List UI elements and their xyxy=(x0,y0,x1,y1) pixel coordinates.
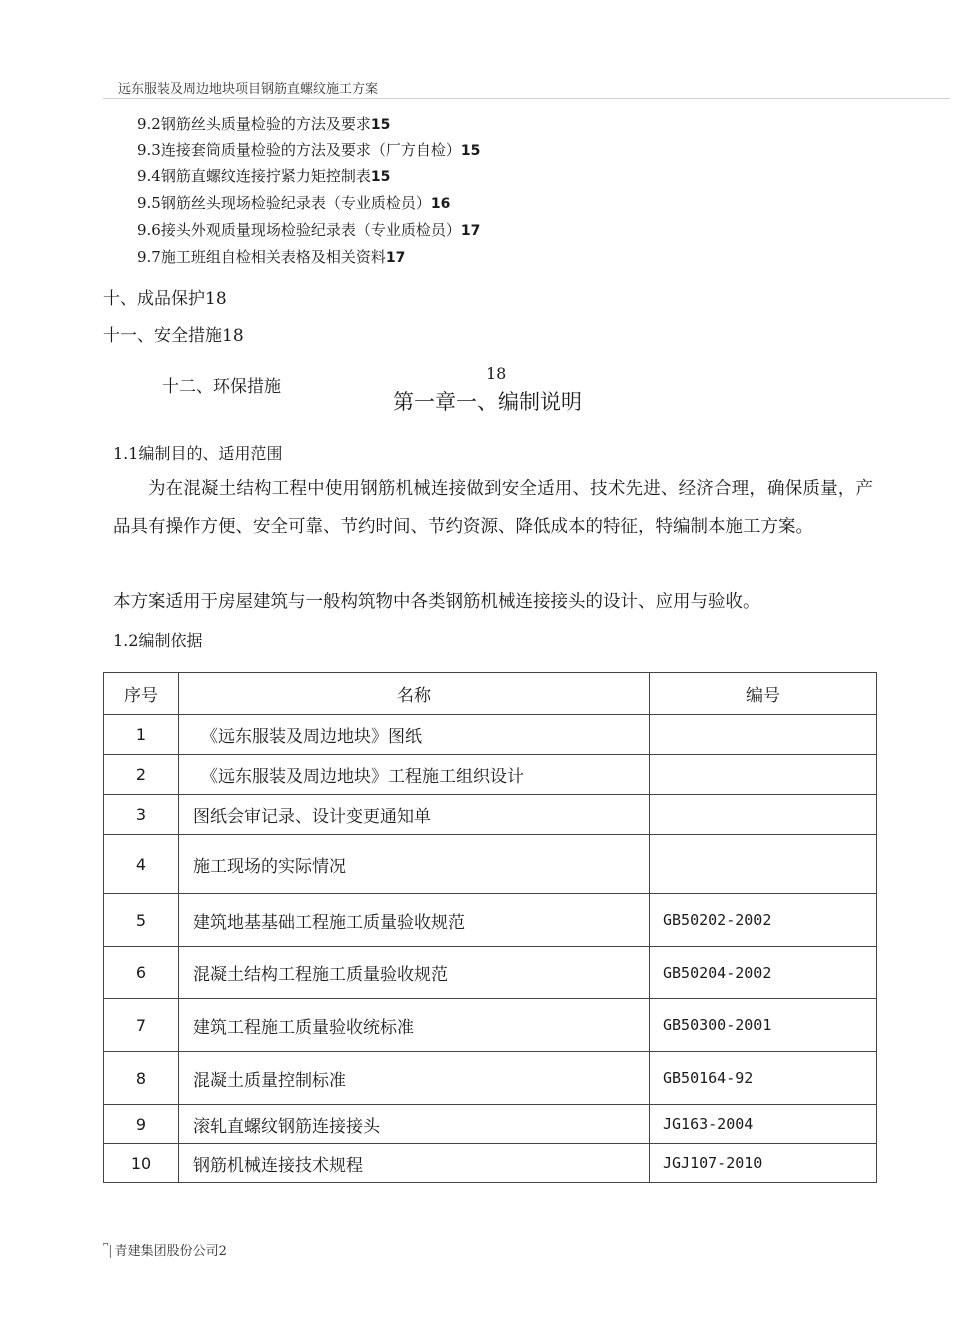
body-paragraph: 为在混凝土结构工程中使用钢筋机械连接做到安全适用、技术先进、经济合理，确保质量，产品具有操作方便、安全可靠、节约时间、节约资源、降低成本的特征，特编制本施工方案。 xyxy=(113,479,873,537)
cell-code: GB50164-92 xyxy=(650,1052,877,1105)
table-row xyxy=(104,715,877,755)
cell-no: 8 xyxy=(104,1052,179,1105)
cell-name: 图纸会审记录、设计变更通知单 xyxy=(179,795,650,835)
cell-code xyxy=(650,715,877,755)
column-header-no: 序号 xyxy=(104,673,179,715)
chapter-title: 第一章一、编制说明 xyxy=(393,390,582,414)
toc-item-page: 18 xyxy=(205,289,227,309)
toc-item-text: 9.3连接套筒质量检验的方法及要求（厂方自检） xyxy=(137,141,461,159)
column-header-code: 编号 xyxy=(650,673,877,715)
toc-item-text: 9.5钢筋丝头现场检验纪录表（专业质检员） xyxy=(137,194,431,212)
toc-item-text: 十一、安全措施 xyxy=(103,326,222,346)
toc-item[interactable] xyxy=(137,167,390,186)
toc-item-page: 15 xyxy=(370,117,391,133)
footer-text: 青建集团股份公司2 xyxy=(114,1244,227,1259)
table-row xyxy=(104,894,877,947)
cell-code: JGJ107-2010 xyxy=(650,1144,877,1183)
toc-item-page: 15 xyxy=(370,169,391,185)
cell-no: 2 xyxy=(104,755,179,795)
table-row xyxy=(104,999,877,1052)
toc-item[interactable] xyxy=(137,115,390,134)
cell-name: 建筑地基基础工程施工质量验收规范 xyxy=(179,894,650,947)
page-footer xyxy=(103,1240,227,1259)
table-row xyxy=(104,1052,877,1105)
cell-code: GB50300-2001 xyxy=(650,999,877,1052)
toc-item-page-clipped: 18 xyxy=(486,364,507,383)
section-heading: 1.2编制依据 xyxy=(113,631,203,650)
cell-code: JG163-2004 xyxy=(650,1105,877,1144)
toc-item-page: 16 xyxy=(430,196,451,212)
cell-name: 滚轧直螺纹钢筋连接接头 xyxy=(179,1105,650,1144)
toc-item-text: 9.6接头外观质量现场检验纪录表（专业质检员） xyxy=(137,221,461,239)
cell-name: 施工现场的实际情况 xyxy=(179,835,650,894)
cell-no: 9 xyxy=(104,1105,179,1144)
toc-item[interactable] xyxy=(137,221,480,240)
column-header-name: 名称 xyxy=(179,673,650,715)
body-paragraph: 本方案适用于房屋建筑与一般构筑物中各类钢筋机械连接接头的设计、应用与验收。 xyxy=(113,592,761,612)
cell-name: 混凝土结构工程施工质量验收规范 xyxy=(179,947,650,999)
footer-logo-mark: ⎴| xyxy=(103,1244,113,1259)
toc-item-text: 十、成品保护 xyxy=(103,289,205,309)
cell-code: GB50204-2002 xyxy=(650,947,877,999)
toc-item[interactable] xyxy=(137,248,405,267)
toc-item[interactable] xyxy=(137,141,480,160)
table-row xyxy=(104,755,877,795)
toc-item-text: 9.4钢筋直螺纹连接拧紧力矩控制表 xyxy=(137,167,371,185)
cell-code: GB50202-2002 xyxy=(650,894,877,947)
toc-chapter-item-clipped: 十二、环保措施 xyxy=(162,377,281,397)
table-row xyxy=(104,947,877,999)
toc-item-text: 9.2钢筋丝头质量检验的方法及要求 xyxy=(137,115,371,133)
cell-no: 1 xyxy=(104,715,179,755)
cell-name: 建筑工程施工质量验收统标准 xyxy=(179,999,650,1052)
toc-item-text: 9.7施工班组自检相关表格及相关资料 xyxy=(137,248,386,266)
cell-code xyxy=(650,755,877,795)
toc-item[interactable] xyxy=(137,194,450,213)
cell-code xyxy=(650,835,877,894)
cell-name: 《远东服装及周边地块》图纸 xyxy=(179,715,650,755)
toc-item-page: 17 xyxy=(385,250,406,266)
cell-no: 4 xyxy=(104,835,179,894)
cell-code xyxy=(650,795,877,835)
table-row xyxy=(104,1105,877,1144)
cell-no: 5 xyxy=(104,894,179,947)
cell-no: 7 xyxy=(104,999,179,1052)
table-row xyxy=(104,1144,877,1183)
cell-name: 钢筋机械连接技术规程 xyxy=(179,1144,650,1183)
toc-chapter-item[interactable] xyxy=(103,321,244,346)
cell-no: 10 xyxy=(104,1144,179,1183)
toc-item-page: 17 xyxy=(460,223,481,239)
cell-name: 混凝土质量控制标准 xyxy=(179,1052,650,1105)
cell-name: 《远东服装及周边地块》工程施工组织设计 xyxy=(179,755,650,795)
table-header-row xyxy=(104,673,877,715)
reference-table xyxy=(103,672,877,1183)
header-divider xyxy=(103,98,950,99)
cell-no: 6 xyxy=(104,947,179,999)
table-row xyxy=(104,835,877,894)
section-heading: 1.1编制目的、适用范围 xyxy=(113,444,283,463)
table-row xyxy=(104,795,877,835)
cell-no: 3 xyxy=(104,795,179,835)
toc-item-page: 15 xyxy=(460,143,481,159)
page-header-title: 远东服装及周边地块项目钢筋直螺纹施工方案 xyxy=(118,82,379,97)
toc-item-page: 18 xyxy=(222,326,244,346)
toc-chapter-item[interactable] xyxy=(103,284,227,309)
